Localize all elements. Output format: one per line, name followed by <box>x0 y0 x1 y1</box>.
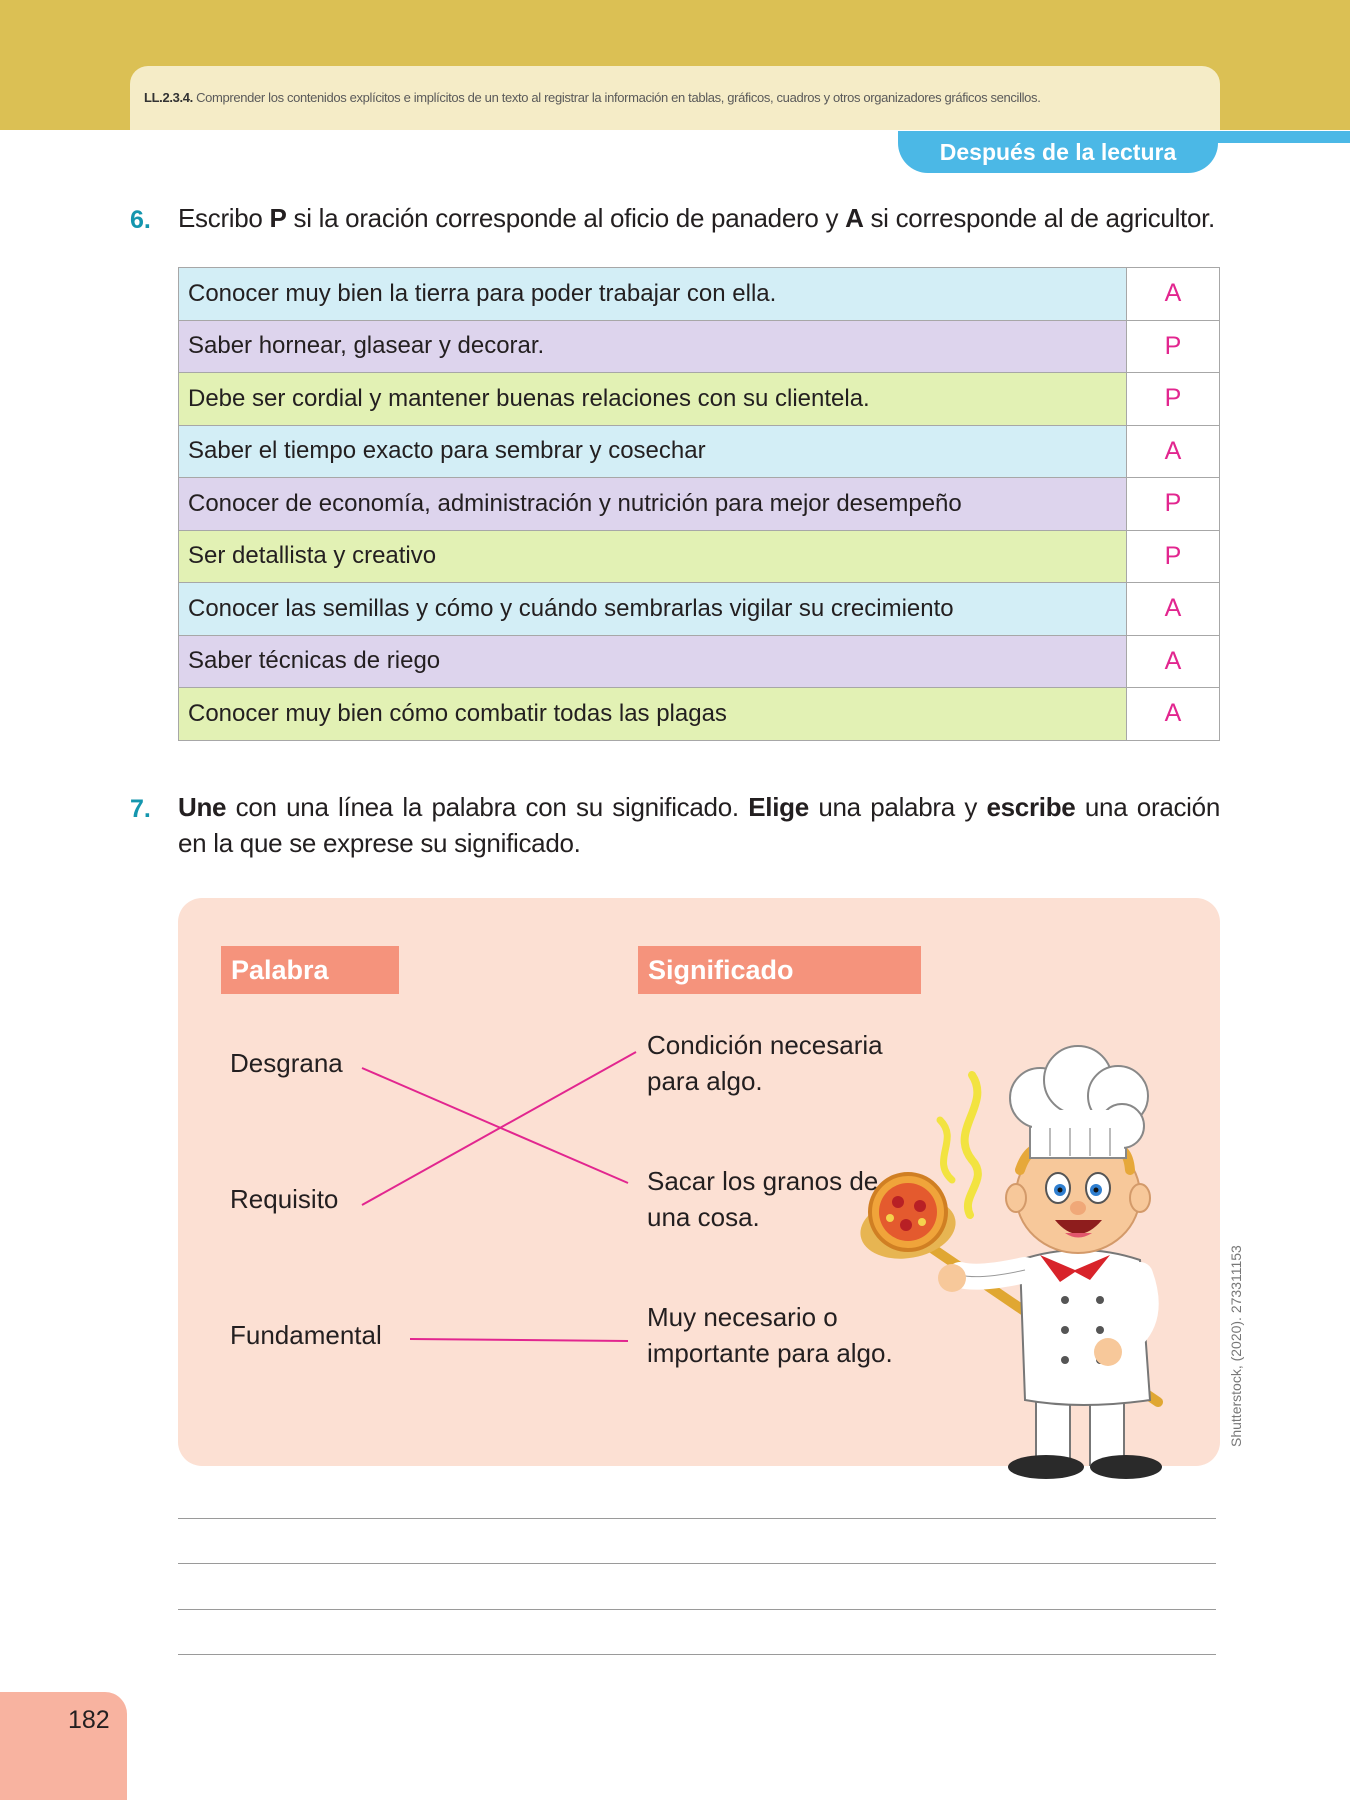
answer-cell[interactable]: A <box>1127 688 1220 741</box>
statement-cell: Saber el tiempo exacto para sembrar y cosechar <box>179 425 1127 478</box>
steam-icon <box>940 1120 952 1180</box>
q6-bold-p: P <box>269 203 287 233</box>
q7-text-3: una oración <box>1075 792 1220 822</box>
section-tab-line <box>1210 131 1350 143</box>
skill-box <box>130 66 1220 130</box>
meaning-line: Muy necesario o <box>647 1302 838 1332</box>
q6-text-1: Escribo <box>178 203 270 233</box>
writing-line[interactable] <box>178 1563 1216 1564</box>
steam-icon <box>965 1075 978 1215</box>
significado-header: Significado <box>638 946 921 994</box>
table-row <box>179 425 1220 478</box>
question-6-number: 6. <box>130 206 151 234</box>
meaning-sacar-granos[interactable] <box>647 1163 878 1235</box>
table-row <box>179 320 1220 373</box>
statement-cell: Saber técnicas de riego <box>179 635 1127 688</box>
classification-table <box>178 267 1220 741</box>
table-row <box>179 688 1220 741</box>
statement-cell: Conocer las semillas y cómo y cuándo sembrarlas vigilar su crecimiento <box>179 583 1127 636</box>
meaning-line: Sacar los granos de <box>647 1166 879 1196</box>
word-fundamental[interactable]: Fundamental <box>230 1320 382 1350</box>
table-row <box>179 373 1220 426</box>
statement-cell: Ser detallista y creativo <box>179 530 1127 583</box>
meaning-line: importante para algo. <box>647 1338 893 1368</box>
answer-cell[interactable]: P <box>1127 320 1220 373</box>
q7-text-2: una palabra y <box>808 792 987 822</box>
answer-cell[interactable]: A <box>1127 583 1220 636</box>
table-row <box>179 635 1220 688</box>
skill-code: LL.2.3.4. <box>144 90 193 105</box>
writing-line[interactable] <box>178 1609 1216 1610</box>
answer-cell[interactable]: P <box>1127 530 1220 583</box>
answer-cell[interactable]: A <box>1127 425 1220 478</box>
q7-text-1: con una línea la palabra con su significado. <box>226 792 749 822</box>
writing-line[interactable] <box>178 1654 1216 1655</box>
question-6-prompt <box>178 203 1215 234</box>
q6-text-2: si la oración corresponde al oficio de panadero y <box>286 203 846 233</box>
statement-cell: Debe ser cordial y mantener buenas relaciones con su clientela. <box>179 373 1127 426</box>
meaning-condicion[interactable] <box>647 1027 883 1099</box>
q6-bold-a: A <box>845 203 864 233</box>
word-desgrana[interactable]: Desgrana <box>230 1048 343 1078</box>
writing-line[interactable] <box>178 1518 1216 1519</box>
answer-cell[interactable]: A <box>1127 635 1220 688</box>
table-row <box>179 478 1220 531</box>
word-requisito[interactable]: Requisito <box>230 1184 339 1214</box>
skill-description <box>144 90 1040 105</box>
question-7-prompt-line-2: en la que se exprese su significado. <box>178 828 581 858</box>
statement-cell: Conocer muy bien la tierra para poder trabajar con ella. <box>179 268 1127 321</box>
meaning-muy-necesario[interactable] <box>647 1299 893 1371</box>
table-row <box>179 530 1220 583</box>
page-number-tab <box>0 1692 127 1800</box>
page-number: 182 <box>68 1706 110 1734</box>
question-7-number: 7. <box>130 795 151 823</box>
q7-bold-elige: Elige <box>748 792 809 822</box>
answer-cell[interactable]: P <box>1127 373 1220 426</box>
meaning-line: Condición necesaria <box>647 1030 883 1060</box>
palabra-header: Palabra <box>221 946 399 994</box>
q7-bold-une: Une <box>178 792 227 822</box>
answer-cell[interactable]: P <box>1127 478 1220 531</box>
meaning-line: una cosa. <box>647 1202 760 1232</box>
section-tab: Después de la lectura <box>898 131 1218 173</box>
table-row <box>179 268 1220 321</box>
statement-cell: Saber hornear, glasear y decorar. <box>179 320 1127 373</box>
image-credit: Shutterstock, (2020). 273311153 <box>1228 1245 1244 1447</box>
answer-cell[interactable]: A <box>1127 268 1220 321</box>
table-row <box>179 583 1220 636</box>
question-7-prompt-line-1 <box>178 792 1220 823</box>
q7-bold-escribe: escribe <box>986 792 1076 822</box>
q6-text-3: si corresponde al de agricultor. <box>863 203 1215 233</box>
meaning-line: para algo. <box>647 1066 763 1096</box>
statement-cell: Conocer muy bien cómo combatir todas las plagas <box>179 688 1127 741</box>
skill-text: Comprender los contenidos explícitos e implícitos de un texto al registrar la información en tablas, gráficos, cuadros y otros organizadores gráficos sencillos. <box>196 90 1041 105</box>
chef-illustration <box>860 1030 1280 1490</box>
statement-cell: Conocer de economía, administración y nutrición para mejor desempeño <box>179 478 1127 531</box>
